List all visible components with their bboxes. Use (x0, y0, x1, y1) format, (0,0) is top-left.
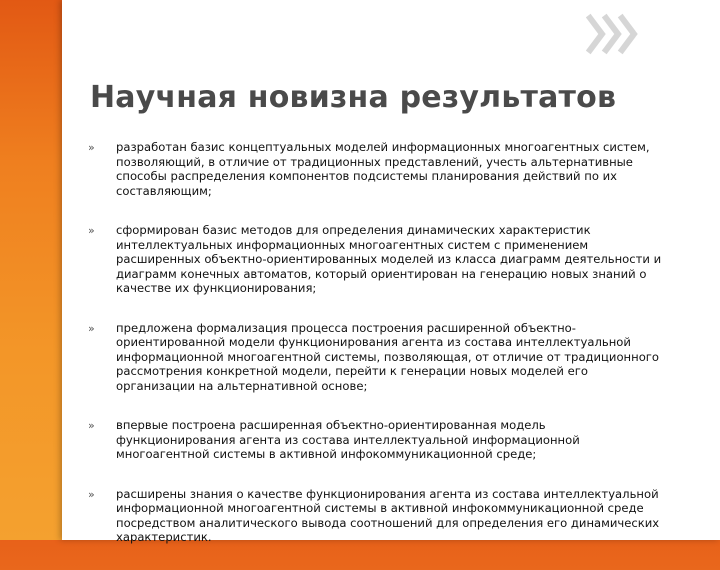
left-accent-strip (0, 0, 62, 540)
list-item (88, 140, 666, 198)
list-item (88, 321, 666, 394)
bullet-list (88, 140, 666, 570)
bullet-text: впервые построена расширенная объектно-ориентированная модель функционирования агента из состава интеллектуальной информационной многоагентной системы в активной инфокоммуникационной среде; (116, 418, 580, 461)
list-item (88, 223, 666, 296)
bullet-marker-icon: » (88, 224, 95, 237)
bullet-marker-icon: » (88, 321, 95, 335)
bullet-text: предложена формализация процесса построения расширенной объектно-ориентированной модели функционирования агента из состава интеллектуальной информационной многоагентной системы, позволяющая, от отличие от традиционного рассмотрения конкретной модели, перейти к генерации новых моделей его организации на альтернативной основе; (116, 320, 659, 393)
bullet-text: сформирован базис методов для определения динамических характеристик интеллектуальных информационных многоагентных систем с применением расширенных объектно-ориентированных моделей из класса диаграмм деятельности и диаграмм конечных автоматов, который ориентирован на генерацию новых знаний о качестве их функционирования; (116, 223, 662, 295)
bullet-marker-icon: » (88, 141, 95, 154)
double-chevron-right-icon (586, 12, 644, 56)
bullet-text: разработан базис концептуальных моделей информационных многоагентных систем, позволяющий, в отличие от традиционных представлений, учесть альтернативные способы распределения компонентов подсистемы планирования действий по их составляющим; (116, 140, 650, 198)
bullet-marker-icon: » (88, 419, 95, 432)
list-item (88, 487, 666, 545)
bullet-marker-icon: » (88, 487, 95, 501)
slide-title: Научная новизна результатов (90, 80, 617, 115)
bullet-text: расширены знания о качестве функционирования агента из состава интеллектуальной информационной многоагентной системы в активной инфокоммуникационной среде посредством аналитического вывода соотношений для определения его динамических характеристик. (116, 486, 660, 544)
list-item (88, 418, 666, 462)
